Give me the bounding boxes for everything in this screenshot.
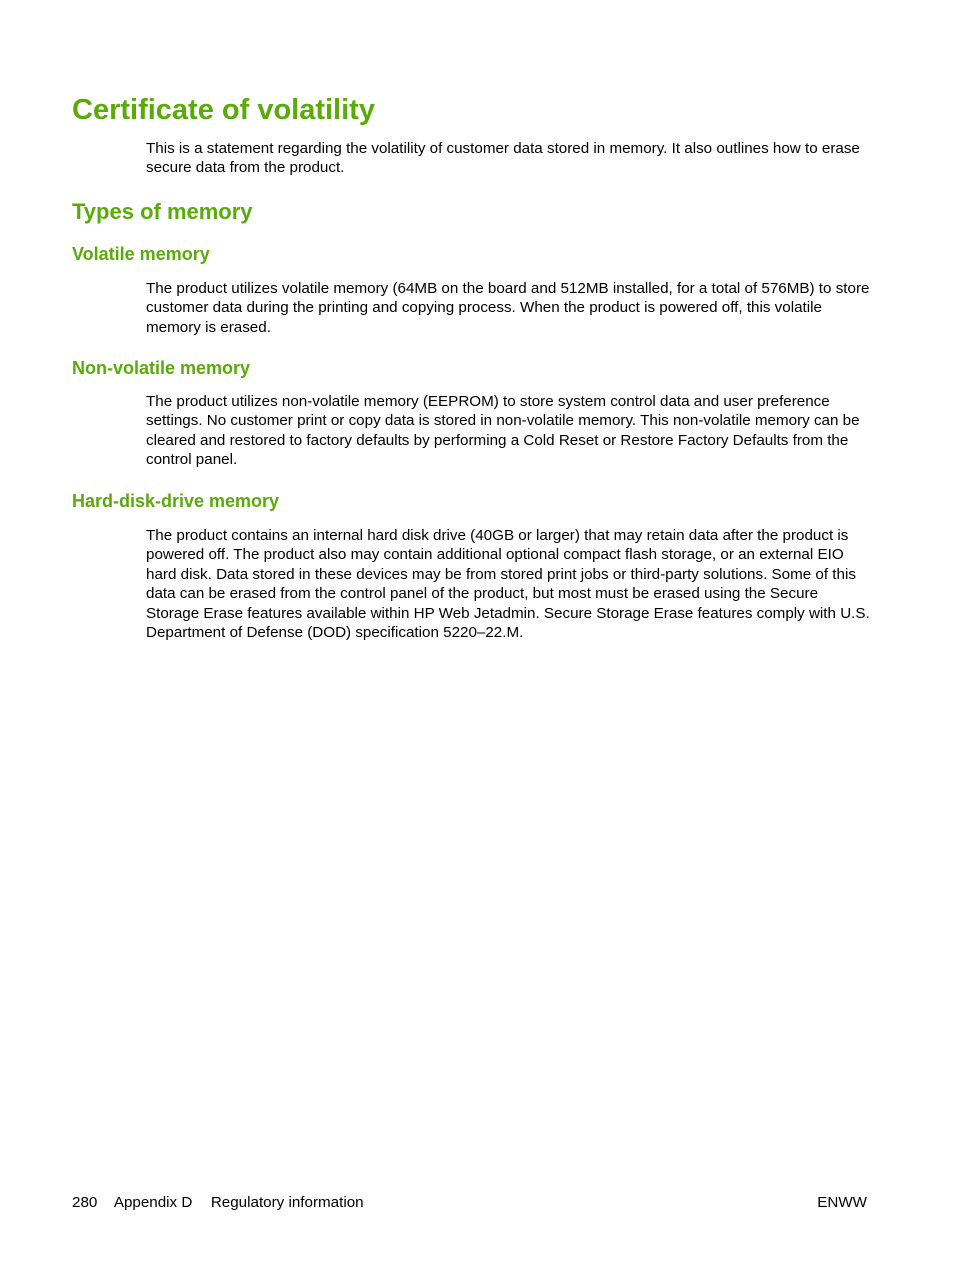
page-title: Certificate of volatility xyxy=(72,94,375,126)
subsection-heading-hard-disk-drive-memory: Hard-disk-drive memory xyxy=(72,491,280,511)
footer-locale-code: ENWW xyxy=(817,1194,867,1211)
section-heading-types-of-memory: Types of memory xyxy=(72,199,253,224)
volatile-memory-paragraph: The product utilizes volatile memory (64MB on the board and 512MB installed, for a total of 576MB) to store customer data during the printing and copying process. When the product is powered off, this volatile memory is erased. xyxy=(146,280,870,336)
page-number: 280 xyxy=(72,1194,98,1211)
non-volatile-memory-paragraph: The product utilizes non-volatile memory (EEPROM) to store system control data and user preference settings. No customer print or copy data is stored in non-volatile memory. This non-volatile memory can be cleared and restored to factory defaults by performing a Cold Reset or Restore Factory Defaults from the control panel. xyxy=(146,393,860,469)
hard-disk-drive-memory-paragraph: The product contains an internal hard disk drive (40GB or larger) that may retain data after the product is powered off. The product also may contain additional optional compact flash storage, or an external EIO hard disk. Data stored in these devices may be from stored print jobs or third-party solutions. Some of this data can be erased from the control panel of the product, but most must be erased using the Secure Storage Erase features available within HP Web Jetadmin. Secure Storage Erase features comply with U.S. Department of Defense (DOD) specification 5220–22.M. xyxy=(146,527,870,642)
footer-chapter: Appendix D xyxy=(113,1194,193,1211)
page-footer-left xyxy=(72,1193,364,1212)
intro-paragraph: This is a statement regarding the volatility of customer data stored in memory. It also outlines how to erase secure data from the product. xyxy=(146,140,860,177)
subsection-heading-volatile-memory: Volatile memory xyxy=(72,244,210,264)
subsection-heading-non-volatile-memory: Non-volatile memory xyxy=(72,358,251,378)
footer-chapter-title: Regulatory information xyxy=(210,1194,364,1211)
